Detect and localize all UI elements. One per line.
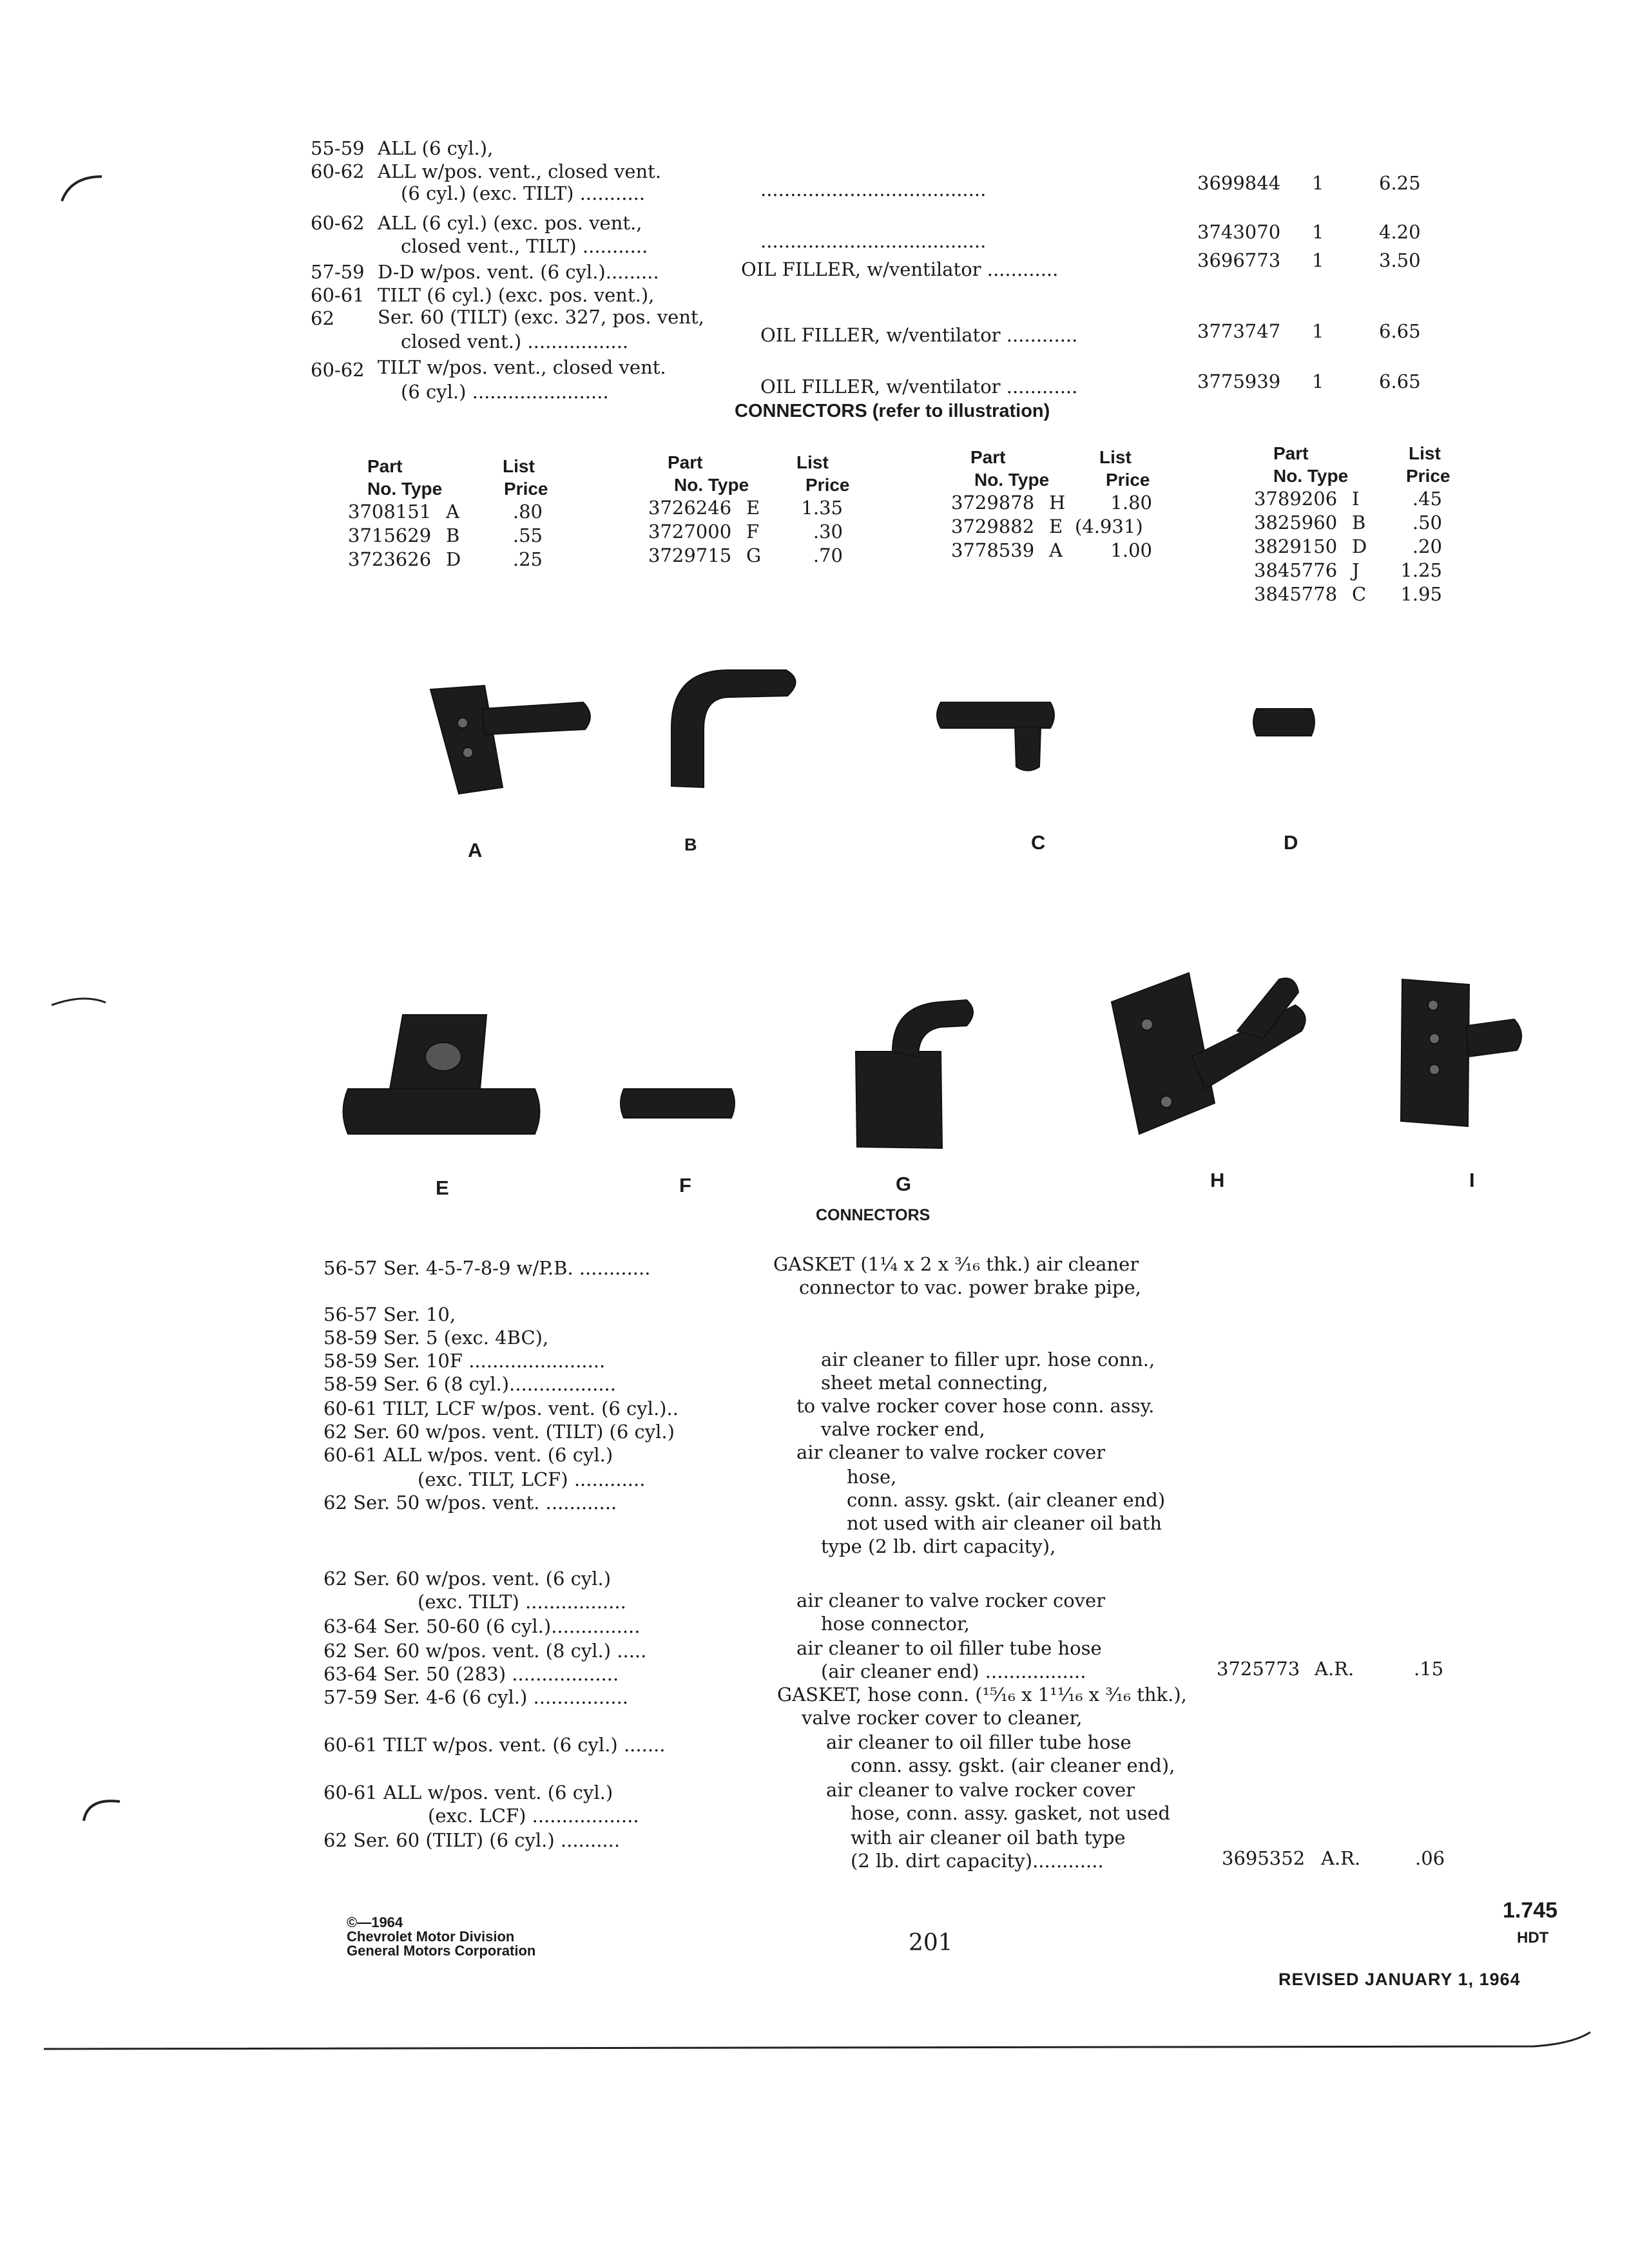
part-type: E (746, 497, 760, 519)
list-item: valve rocker cover to cleaner, (802, 1707, 1083, 1729)
connector-h-icon (1112, 973, 1306, 1134)
row-desc: (6 cyl.) (exc. TILT) ........... (401, 182, 646, 204)
part-type: B (1352, 512, 1366, 533)
row-item: OIL FILLER, w/ventilator ............ (760, 324, 1078, 346)
list-item: 63-64 Ser. 50-60 (6 cyl.)............... (323, 1615, 641, 1637)
list-item: conn. assy. gskt. (air cleaner end), (851, 1754, 1175, 1776)
row-price: 6.65 (1379, 320, 1421, 342)
row-item: OIL FILLER, w/ventilator ............ (760, 376, 1078, 398)
list-item: conn. assy. gskt. (air cleaner end) (847, 1489, 1166, 1511)
list-item: 60-61 TILT, LCF w/pos. vent. (6 cyl.).. (323, 1398, 679, 1419)
row-desc: Ser. 60 (TILT) (exc. 327, pos. vent, (378, 306, 704, 328)
row-dots: ...................................... (760, 230, 987, 252)
part-number: 3845776 (1254, 559, 1338, 581)
list-item: 57-59 Ser. 4-6 (6 cyl.) ................ (323, 1686, 629, 1708)
part-type: B (446, 524, 460, 546)
part-price: .30 (813, 521, 843, 543)
part-price: .15 (1414, 1658, 1444, 1680)
part-number: 3789206 (1254, 488, 1338, 510)
revised-date: REVISED JANUARY 1, 1964 (1278, 1970, 1521, 1989)
list-item: air cleaner to oil filler tube hose (826, 1731, 1132, 1753)
row-desc: ALL (6 cyl.), (378, 137, 494, 159)
row-price: 6.25 (1379, 172, 1421, 194)
list-item: type (2 lb. dirt capacity), (821, 1535, 1056, 1557)
header-no-type: No. Type (367, 479, 443, 499)
part-number: 3729715 (648, 544, 732, 566)
part-type: A (1049, 539, 1063, 561)
list-item: 60-61 ALL w/pos. vent. (6 cyl.) (323, 1782, 613, 1803)
part-number: 3829150 (1254, 535, 1338, 557)
connector-e-icon (343, 1015, 540, 1134)
part-price: .20 (1412, 535, 1442, 557)
part-number: 3845778 (1254, 583, 1338, 605)
row-years: 60-62 (311, 359, 365, 381)
part-qty: A.R. (1321, 1847, 1361, 1869)
row-part-number: 3696773 (1197, 249, 1281, 271)
list-item: 62 Ser. 60 w/pos. vent. (8 cyl.) ..... (323, 1640, 647, 1662)
part-price: 1.25 (1400, 559, 1442, 581)
list-item: 62 Ser. 50 w/pos. vent. ............ (323, 1492, 617, 1514)
connector-f-icon (621, 1089, 735, 1118)
list-item: GASKET, hose conn. (¹⁵⁄₁₆ x 1¹¹⁄₁₆ x ³⁄₁₆ thk.), (777, 1684, 1187, 1706)
part-price: 1.95 (1400, 583, 1442, 605)
figure-label-f: F (679, 1174, 691, 1196)
row-years: 60-61 (311, 284, 365, 306)
row-part-number: 3699844 (1197, 172, 1281, 194)
connector-c-icon (937, 702, 1054, 771)
figure-label-e: E (436, 1177, 449, 1199)
list-item: air cleaner to valve rocker cover (796, 1441, 1106, 1463)
part-price: .25 (512, 548, 543, 570)
figure-label-g: G (896, 1173, 912, 1195)
list-item: 60-61 ALL w/pos. vent. (6 cyl.) (323, 1444, 613, 1466)
part-number: 3723626 (348, 548, 432, 570)
list-item: 63-64 Ser. 50 (283) .................. (323, 1663, 619, 1685)
part-type: D (446, 548, 461, 570)
part-number: 3727000 (648, 521, 732, 543)
row-price: 6.65 (1379, 370, 1421, 392)
row-price: 4.20 (1379, 221, 1421, 243)
footer-corporation: General Motors Corporation (347, 1943, 536, 1959)
header-list: List (1409, 443, 1441, 463)
row-desc: closed vent.) ................. (401, 331, 629, 352)
header-part: Part (1273, 443, 1309, 463)
header-price: Price (1406, 466, 1451, 486)
list-item: air cleaner to oil filler tube hose (796, 1637, 1102, 1659)
list-item: (air cleaner end) ................. (821, 1660, 1086, 1682)
list-item: hose connector, (821, 1613, 970, 1635)
list-item: GASKET (1¼ x 2 x ³⁄₁₆ thk.) air cleaner (773, 1253, 1139, 1275)
part-type: I (1352, 488, 1360, 510)
part-number: 3726246 (648, 497, 732, 519)
binder-mark-icon (39, 986, 116, 1012)
header-list: List (796, 452, 829, 472)
row-part-number: 3775939 (1197, 370, 1281, 392)
figure-label-d: D (1284, 831, 1298, 854)
list-item: (2 lb. dirt capacity)............ (851, 1850, 1104, 1872)
connector-i-icon (1401, 979, 1521, 1126)
part-price: 1.00 (1110, 539, 1152, 561)
part-type: H (1049, 492, 1066, 514)
figure-label-c: C (1031, 831, 1046, 854)
part-price: 1.80 (1110, 492, 1152, 514)
list-item: with air cleaner oil bath type (851, 1827, 1126, 1849)
part-number: 3695352 (1222, 1847, 1306, 1869)
list-item: 62 Ser. 60 (TILT) (6 cyl.) .......... (323, 1829, 621, 1851)
section-number: 1.745 (1503, 1898, 1558, 1923)
part-number: 3715629 (348, 524, 432, 546)
figure-label-h: H (1210, 1169, 1225, 1191)
row-dots: ...................................... (760, 178, 987, 200)
list-item: (exc. LCF) .................. (428, 1805, 639, 1827)
list-item: (exc. TILT, LCF) ............ (418, 1468, 646, 1490)
row-desc: ALL w/pos. vent., closed vent. (378, 160, 662, 182)
part-price: .45 (1412, 488, 1442, 510)
page-number: 201 (909, 1930, 953, 1956)
list-item: valve rocker end, (821, 1418, 985, 1440)
part-number: 3825960 (1254, 512, 1338, 533)
figure-label-b: B (684, 835, 697, 854)
row-years: 60-62 (311, 212, 365, 234)
row-qty: 1 (1312, 172, 1324, 194)
part-price: (4.931) (1075, 515, 1143, 537)
row-years: 62 (311, 307, 334, 329)
list-item: 58-59 Ser. 6 (8 cyl.).................. (323, 1373, 616, 1395)
list-item: 62 Ser. 60 w/pos. vent. (TILT) (6 cyl.) (323, 1421, 675, 1443)
connector-g-icon (856, 1000, 973, 1148)
row-desc: TILT (6 cyl.) (exc. pos. vent.), (378, 284, 655, 306)
row-years: 60-62 (311, 160, 365, 182)
binder-mark-icon (39, 1791, 129, 1830)
row-part-number: 3773747 (1197, 320, 1281, 342)
part-number: 3725773 (1217, 1658, 1300, 1680)
part-number: 3729882 (951, 515, 1035, 537)
list-item: air cleaner to valve rocker cover (796, 1590, 1106, 1611)
list-item: hose, conn. assy. gasket, not used (851, 1802, 1170, 1824)
row-qty: 1 (1312, 320, 1324, 342)
part-price: .50 (1412, 512, 1442, 533)
section-code: HDT (1517, 1929, 1549, 1946)
header-price: Price (504, 479, 548, 499)
list-item: 58-59 Ser. 5 (exc. 4BC), (323, 1327, 549, 1349)
row-desc: D-D w/pos. vent. (6 cyl.)......... (378, 261, 659, 283)
connectors-heading: CONNECTORS (refer to illustration) (735, 401, 1050, 421)
list-item: 56-57 Ser. 10, (323, 1303, 456, 1325)
list-item: not used with air cleaner oil bath (847, 1512, 1162, 1534)
part-type: D (1352, 535, 1367, 557)
header-price: Price (805, 475, 850, 495)
part-type: G (746, 544, 762, 566)
row-qty: 1 (1312, 221, 1324, 243)
row-price: 3.50 (1379, 249, 1421, 271)
footer-rule (0, 2030, 1629, 2068)
part-qty: A.R. (1315, 1658, 1354, 1680)
list-item: (exc. TILT) ................. (418, 1591, 626, 1613)
part-type: F (746, 521, 760, 543)
list-item: sheet metal connecting, (821, 1372, 1048, 1394)
row-qty: 1 (1312, 370, 1324, 392)
header-list: List (1099, 447, 1132, 467)
part-type: C (1352, 583, 1367, 605)
figure-label-a: A (468, 839, 483, 861)
connector-a-icon (430, 686, 590, 794)
list-item: 58-59 Ser. 10F ....................... (323, 1350, 606, 1372)
row-item: OIL FILLER, w/ventilator ............ (741, 258, 1059, 280)
list-item: 60-61 TILT w/pos. vent. (6 cyl.) ....... (323, 1734, 666, 1756)
list-item: air cleaner to valve rocker cover (826, 1779, 1135, 1801)
part-price: .55 (512, 524, 543, 546)
header-no-type: No. Type (1273, 466, 1349, 486)
list-item: hose, (847, 1466, 897, 1488)
row-desc: (6 cyl.) ....................... (401, 381, 609, 403)
row-desc: ALL (6 cyl.) (exc. pos. vent., (378, 212, 642, 234)
part-price: .70 (813, 544, 843, 566)
list-item: 62 Ser. 60 w/pos. vent. (6 cyl.) (323, 1568, 612, 1590)
row-qty: 1 (1312, 249, 1324, 271)
row-part-number: 3743070 (1197, 221, 1281, 243)
part-price: 1.35 (801, 497, 843, 519)
figure-label-i: I (1469, 1169, 1475, 1191)
connector-b-icon (671, 670, 796, 787)
header-list: List (503, 456, 535, 476)
footer-division: Chevrolet Motor Division (347, 1928, 515, 1945)
list-item: connector to vac. power brake pipe, (799, 1276, 1141, 1298)
row-years: 55-59 (311, 137, 365, 159)
header-part: Part (970, 447, 1006, 467)
part-number: 3729878 (951, 492, 1035, 514)
header-part: Part (367, 456, 403, 476)
header-no-type: No. Type (674, 475, 749, 495)
row-desc: TILT w/pos. vent., closed vent. (378, 356, 666, 378)
part-type: E (1049, 515, 1063, 537)
part-price: .80 (512, 501, 543, 523)
footer-copyright: ©—1964 (347, 1914, 403, 1930)
part-number: 3708151 (348, 501, 432, 523)
part-number: 3778539 (951, 539, 1035, 561)
part-type: A (446, 501, 459, 523)
list-item: to valve rocker cover hose conn. assy. (796, 1395, 1155, 1417)
binder-mark-icon (26, 168, 116, 206)
row-desc: closed vent., TILT) ........... (401, 235, 648, 257)
row-years: 57-59 (311, 261, 365, 283)
figure-caption: CONNECTORS (816, 1206, 930, 1224)
header-part: Part (668, 452, 703, 472)
header-no-type: No. Type (974, 470, 1050, 490)
connector-d-icon (1253, 709, 1315, 736)
header-price: Price (1106, 470, 1150, 490)
list-item: air cleaner to filler upr. hose conn., (821, 1349, 1155, 1370)
list-item: 56-57 Ser. 4-5-7-8-9 w/P.B. ............ (323, 1257, 651, 1279)
part-price: .06 (1415, 1847, 1445, 1869)
part-type: J (1352, 559, 1360, 581)
